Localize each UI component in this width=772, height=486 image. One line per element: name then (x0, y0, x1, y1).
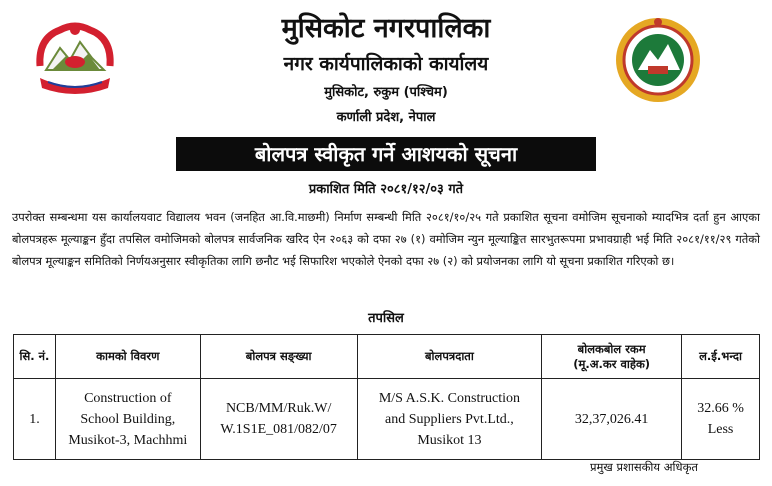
notice-title: बोलपत्र स्वीकृत गर्ने आशयको सूचना (176, 137, 596, 171)
header-amount-line1: बोलकबोल रकम (577, 341, 646, 356)
header-amount-line2: (मू.अ.कर वाहेक) (573, 356, 651, 371)
below-estimate-value: 32.66 % (697, 401, 744, 416)
published-date: प्रकाशित मिति २०८१/१२/०३ गते (308, 182, 464, 197)
header-sn: सि. नं. (14, 335, 56, 379)
cell-bid-number (200, 379, 357, 460)
schedule-heading: तपसिल (368, 311, 404, 326)
bidder-line: and Suppliers Pvt.Ltd., (385, 411, 514, 427)
cell-description (55, 379, 200, 460)
office-name: नगर कार्यपालिकाको कार्यालय (283, 53, 489, 75)
description-line: School Building, (80, 411, 176, 427)
table-row (14, 379, 760, 460)
table-header-row (14, 335, 760, 379)
below-estimate-label: Less (707, 422, 734, 437)
signature-title: प्रमुख प्रशासकीय अधिकृत (590, 460, 698, 474)
header-bidder: बोलपत्रदाता (357, 335, 542, 379)
bid-number-line: W.1S1E_081/082/07 (220, 422, 337, 437)
header-bid-number: बोलपत्र सङ्ख्या (200, 335, 357, 379)
municipality-name: मुसिकोट नगरपालिका (281, 13, 491, 44)
bidder-line: Musikot 13 (417, 432, 482, 448)
notice-body: उपरोक्त सम्बन्धमा यस कार्यालयवाट विद्यालय भवन (जनहित आ.वि.माछमी) निर्माण सम्बन्धी मिति २०८१/१०/२५ गते प्रकाशित सूचना वमोजिम सूचनाको म्यादभित्र दर्ता हुन आएका बोलपत्रहरू मूल्याङ्कन हुँदा तपसिल वमोजिमको बोलपत्र सार्वजनिक खरिद ऐन २०६३ को दफा २७ (१) वमोजिम न्युन मूल्याङ्कित सारभुतरूपमा प्रभावग्राही भई मिति २०८१/११/२९ गतेको बोलपत्र मूल्याङ्कन समितिको निर्णयअनुसार स्वीकृतिका लागि छनौट भई सिफारिश भएकोले ऐनको दफा २७ (२) को प्रयोजनका लागि यो सूचना प्रकाशित गरिएको छ। (12, 210, 760, 268)
tender-table (13, 334, 760, 460)
cell-below-estimate (682, 379, 760, 460)
bid-number-line: NCB/MM/Ruk.W/ (225, 401, 332, 416)
province-name: कर्णाली प्रदेश, नेपाल (336, 110, 436, 125)
office-address: मुसिकोट, रुकुम (पश्चिम) (324, 85, 448, 100)
description-line: Construction of (84, 390, 172, 406)
header-description: कामको विवरण (55, 335, 200, 379)
header-below-estimate: ल.ई.भन्दा (682, 335, 760, 379)
cell-amount: 32,37,026.41 (542, 379, 682, 460)
cell-bidder (357, 379, 542, 460)
description-line: Musikot-3, Machhmi (68, 432, 188, 448)
cell-sn: 1. (14, 379, 56, 460)
header-amount (542, 335, 682, 379)
bidder-line: M/S A.S.K. Construction (378, 390, 521, 406)
